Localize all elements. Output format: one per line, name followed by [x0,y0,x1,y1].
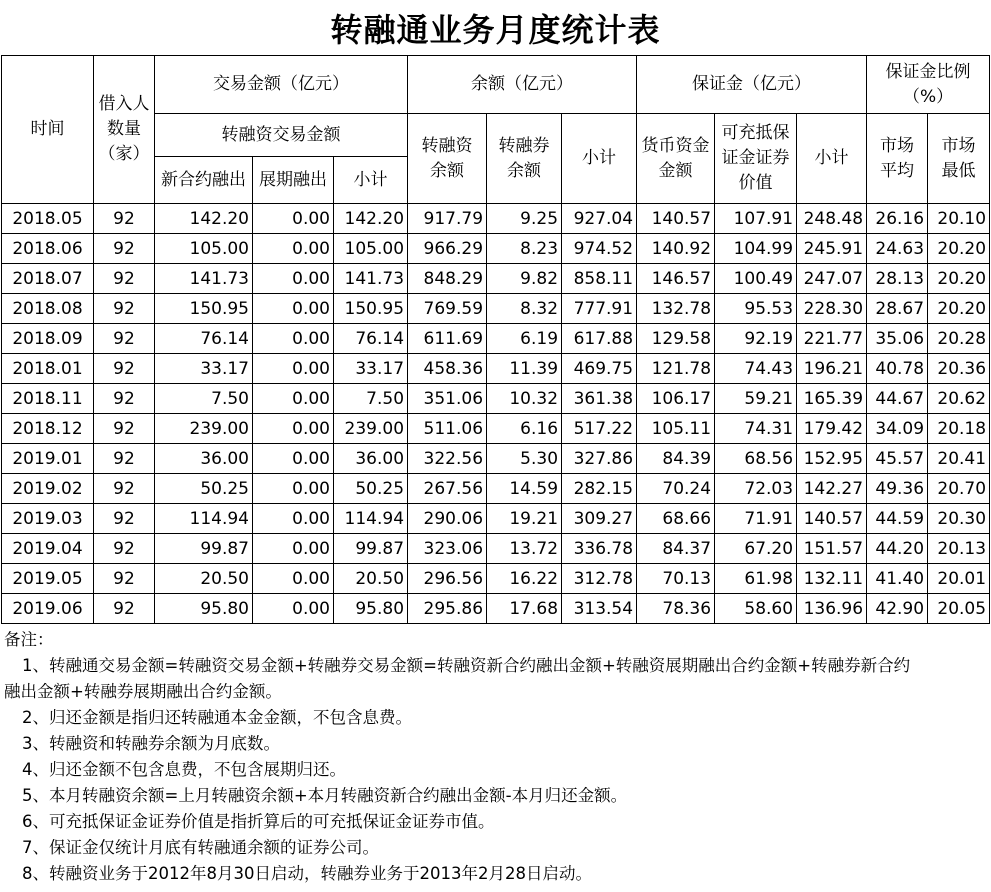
sec-margin-cell: 104.99 [715,234,797,264]
time-cell: 2018.01 [2,354,94,384]
header-trade-sub: 转融资交易金额 [155,114,408,157]
borrowers-cell: 92 [94,534,155,564]
market-avg-cell: 44.20 [867,534,928,564]
fin-balance-cell: 769.59 [408,294,487,324]
table-row [2,324,990,354]
balance-subtotal-cell: 313.54 [562,594,637,624]
fin-balance-cell: 290.06 [408,504,487,534]
balance-subtotal-cell: 469.75 [562,354,637,384]
market-min-cell: 20.10 [928,204,990,234]
market-min-cell: 20.13 [928,534,990,564]
new-contract-cell: 76.14 [155,324,253,354]
market-min-cell: 20.18 [928,414,990,444]
new-contract-cell: 142.20 [155,204,253,234]
market-avg-cell: 49.36 [867,474,928,504]
header-new-contract: 新合约融出 [155,157,253,204]
trade-subtotal-cell: 95.80 [334,594,408,624]
market-avg-cell: 44.67 [867,384,928,414]
table-row [2,204,990,234]
borrowers-cell: 92 [94,564,155,594]
note-7: 7、保证金仅统计月底有转融通余额的证券公司。 [22,838,379,857]
margin-subtotal-cell: 245.91 [797,234,867,264]
market-min-cell: 20.01 [928,564,990,594]
header-sec-margin: 可充抵保证金证券价值 [715,114,797,204]
statistics-table [1,55,990,624]
table-row [2,594,990,624]
margin-subtotal-cell: 179.42 [797,414,867,444]
extension-cell: 0.00 [253,354,334,384]
table-row [2,444,990,474]
time-cell: 2018.07 [2,264,94,294]
balance-subtotal-cell: 777.91 [562,294,637,324]
time-cell: 2019.01 [2,444,94,474]
fin-balance-cell: 458.36 [408,354,487,384]
margin-subtotal-cell: 142.27 [797,474,867,504]
trade-subtotal-cell: 20.50 [334,564,408,594]
sec-margin-cell: 107.91 [715,204,797,234]
market-avg-cell: 40.78 [867,354,928,384]
sec-margin-cell: 74.31 [715,414,797,444]
header-margin-group: 保证金（亿元） [637,56,867,114]
cash-margin-cell: 70.13 [637,564,715,594]
sec-margin-cell: 95.53 [715,294,797,324]
header-trade-subtotal: 小计 [334,157,408,204]
time-cell: 2018.08 [2,294,94,324]
note-1: 1、转融通交易金额=转融资交易金额+转融券交易金额=转融资新合约融出金额+转融资展期融出合约金额+转融券新合约 [22,656,911,675]
market-min-cell: 20.05 [928,594,990,624]
margin-subtotal-cell: 196.21 [797,354,867,384]
trade-subtotal-cell: 141.73 [334,264,408,294]
borrowers-cell: 92 [94,444,155,474]
cash-margin-cell: 140.57 [637,204,715,234]
note-1-continued: 融出金额+转融券展期融出合约金额。 [4,682,282,701]
sec-margin-cell: 68.56 [715,444,797,474]
cash-margin-cell: 70.24 [637,474,715,504]
note-8: 8、转融资业务于2012年8月30日启动，转融券业务于2013年2月28日启动。 [22,864,592,883]
note-6: 6、可充抵保证金证券价值是指折算后的可充抵保证金证券市值。 [22,812,495,831]
margin-subtotal-cell: 140.57 [797,504,867,534]
header-extension: 展期融出 [253,157,334,204]
fin-balance-cell: 848.29 [408,264,487,294]
header-sec-balance: 转融券余额 [487,114,562,204]
cash-margin-cell: 105.11 [637,414,715,444]
fin-balance-cell: 611.69 [408,324,487,354]
time-cell: 2019.05 [2,564,94,594]
cash-margin-cell: 129.58 [637,324,715,354]
market-avg-cell: 44.59 [867,504,928,534]
balance-subtotal-cell: 336.78 [562,534,637,564]
trade-subtotal-cell: 150.95 [334,294,408,324]
page-title: 转融通业务月度统计表 [330,10,661,49]
market-min-cell: 20.20 [928,234,990,264]
new-contract-cell: 99.87 [155,534,253,564]
table-row [2,564,990,594]
margin-subtotal-cell: 151.57 [797,534,867,564]
trade-subtotal-cell: 76.14 [334,324,408,354]
header-cash-margin: 货币资金金额 [637,114,715,204]
market-avg-cell: 41.40 [867,564,928,594]
new-contract-cell: 141.73 [155,264,253,294]
sec-balance-cell: 13.72 [487,534,562,564]
sec-balance-cell: 6.19 [487,324,562,354]
new-contract-cell: 105.00 [155,234,253,264]
extension-cell: 0.00 [253,414,334,444]
sec-balance-cell: 11.39 [487,354,562,384]
market-avg-cell: 45.57 [867,444,928,474]
trade-subtotal-cell: 114.94 [334,504,408,534]
borrowers-cell: 92 [94,414,155,444]
market-avg-cell: 28.67 [867,294,928,324]
borrowers-cell: 92 [94,324,155,354]
balance-subtotal-cell: 327.86 [562,444,637,474]
header-market-avg: 市场平均 [867,114,928,204]
extension-cell: 0.00 [253,294,334,324]
margin-subtotal-cell: 221.77 [797,324,867,354]
new-contract-cell: 50.25 [155,474,253,504]
note-3: 3、转融资和转融券余额为月底数。 [22,734,280,753]
sec-balance-cell: 14.59 [487,474,562,504]
trade-subtotal-cell: 7.50 [334,384,408,414]
sec-balance-cell: 17.68 [487,594,562,624]
sec-margin-cell: 61.98 [715,564,797,594]
trade-subtotal-cell: 142.20 [334,204,408,234]
extension-cell: 0.00 [253,504,334,534]
cash-margin-cell: 121.78 [637,354,715,384]
balance-subtotal-cell: 974.52 [562,234,637,264]
sec-balance-cell: 8.23 [487,234,562,264]
balance-subtotal-cell: 617.88 [562,324,637,354]
note-4: 4、归还金额不包含息费，不包含展期归还。 [22,760,346,779]
header-balance-subtotal: 小计 [562,114,637,204]
borrowers-cell: 92 [94,234,155,264]
trade-subtotal-cell: 99.87 [334,534,408,564]
balance-subtotal-cell: 858.11 [562,264,637,294]
market-min-cell: 20.20 [928,264,990,294]
header-margin-subtotal: 小计 [797,114,867,204]
extension-cell: 0.00 [253,234,334,264]
table-row [2,504,990,534]
header-balance-group: 余额（亿元） [408,56,637,114]
time-cell: 2018.09 [2,324,94,354]
trade-subtotal-cell: 33.17 [334,354,408,384]
balance-subtotal-cell: 361.38 [562,384,637,414]
borrowers-cell: 92 [94,594,155,624]
cash-margin-cell: 68.66 [637,504,715,534]
header-ratio-group: 保证金比例（%） [867,56,990,114]
fin-balance-cell: 966.29 [408,234,487,264]
extension-cell: 0.00 [253,444,334,474]
time-cell: 2019.06 [2,594,94,624]
table-row [2,384,990,414]
market-min-cell: 20.41 [928,444,990,474]
notes-heading: 备注： [4,630,54,649]
market-min-cell: 20.20 [928,294,990,324]
market-avg-cell: 24.63 [867,234,928,264]
borrowers-cell: 92 [94,504,155,534]
margin-subtotal-cell: 132.11 [797,564,867,594]
header-time: 时间 [2,56,94,204]
header-market-min: 市场最低 [928,114,990,204]
sec-margin-cell: 67.20 [715,534,797,564]
market-avg-cell: 35.06 [867,324,928,354]
cash-margin-cell: 84.39 [637,444,715,474]
sec-balance-cell: 9.82 [487,264,562,294]
time-cell: 2018.05 [2,204,94,234]
extension-cell: 0.00 [253,264,334,294]
new-contract-cell: 150.95 [155,294,253,324]
sec-margin-cell: 74.43 [715,354,797,384]
sec-balance-cell: 5.30 [487,444,562,474]
trade-subtotal-cell: 36.00 [334,444,408,474]
trade-subtotal-cell: 50.25 [334,474,408,504]
borrowers-cell: 92 [94,204,155,234]
table-row [2,294,990,324]
note-2: 2、归还金额是指归还转融通本金金额，不包含息费。 [22,708,412,727]
time-cell: 2019.03 [2,504,94,534]
market-avg-cell: 42.90 [867,594,928,624]
fin-balance-cell: 323.06 [408,534,487,564]
margin-subtotal-cell: 247.07 [797,264,867,294]
borrowers-cell: 92 [94,294,155,324]
market-min-cell: 20.70 [928,474,990,504]
time-cell: 2019.04 [2,534,94,564]
table-row [2,534,990,564]
balance-subtotal-cell: 312.78 [562,564,637,594]
sec-margin-cell: 72.03 [715,474,797,504]
header-borrowers: 借入人数量（家） [94,56,155,204]
header-fin-balance: 转融资余额 [408,114,487,204]
balance-subtotal-cell: 517.22 [562,414,637,444]
borrowers-cell: 92 [94,384,155,414]
balance-subtotal-cell: 927.04 [562,204,637,234]
borrowers-cell: 92 [94,474,155,504]
fin-balance-cell: 267.56 [408,474,487,504]
new-contract-cell: 7.50 [155,384,253,414]
margin-subtotal-cell: 152.95 [797,444,867,474]
trade-subtotal-cell: 105.00 [334,234,408,264]
table-row [2,264,990,294]
time-cell: 2018.11 [2,384,94,414]
balance-subtotal-cell: 309.27 [562,504,637,534]
sec-margin-cell: 100.49 [715,264,797,294]
header-trade-group: 交易金额（亿元） [155,56,408,114]
sec-margin-cell: 92.19 [715,324,797,354]
new-contract-cell: 95.80 [155,594,253,624]
table-row [2,414,990,444]
sec-margin-cell: 59.21 [715,384,797,414]
cash-margin-cell: 146.57 [637,264,715,294]
fin-balance-cell: 322.56 [408,444,487,474]
sec-balance-cell: 16.22 [487,564,562,594]
extension-cell: 0.00 [253,594,334,624]
market-min-cell: 20.62 [928,384,990,414]
new-contract-cell: 33.17 [155,354,253,384]
sec-balance-cell: 6.16 [487,414,562,444]
margin-subtotal-cell: 248.48 [797,204,867,234]
table-body [2,204,990,624]
extension-cell: 0.00 [253,204,334,234]
table-row [2,354,990,384]
market-min-cell: 20.28 [928,324,990,354]
sec-balance-cell: 19.21 [487,504,562,534]
note-5: 5、本月转融资余额=上月转融资余额+本月转融资新合约融出金额-本月归还金额。 [22,786,628,805]
borrowers-cell: 92 [94,264,155,294]
fin-balance-cell: 296.56 [408,564,487,594]
margin-subtotal-cell: 136.96 [797,594,867,624]
cash-margin-cell: 132.78 [637,294,715,324]
trade-subtotal-cell: 239.00 [334,414,408,444]
market-avg-cell: 28.13 [867,264,928,294]
market-min-cell: 20.36 [928,354,990,384]
new-contract-cell: 36.00 [155,444,253,474]
balance-subtotal-cell: 282.15 [562,474,637,504]
sec-balance-cell: 10.32 [487,384,562,414]
fin-balance-cell: 511.06 [408,414,487,444]
margin-subtotal-cell: 228.30 [797,294,867,324]
new-contract-cell: 20.50 [155,564,253,594]
notes-section [0,627,991,887]
extension-cell: 0.00 [253,474,334,504]
fin-balance-cell: 351.06 [408,384,487,414]
cash-margin-cell: 84.37 [637,534,715,564]
sec-balance-cell: 9.25 [487,204,562,234]
extension-cell: 0.00 [253,384,334,414]
time-cell: 2019.02 [2,474,94,504]
market-avg-cell: 26.16 [867,204,928,234]
extension-cell: 0.00 [253,534,334,564]
fin-balance-cell: 295.86 [408,594,487,624]
extension-cell: 0.00 [253,564,334,594]
sec-margin-cell: 58.60 [715,594,797,624]
extension-cell: 0.00 [253,324,334,354]
table-row [2,234,990,264]
borrowers-cell: 92 [94,354,155,384]
cash-margin-cell: 106.17 [637,384,715,414]
sec-margin-cell: 71.91 [715,504,797,534]
new-contract-cell: 239.00 [155,414,253,444]
cash-margin-cell: 78.36 [637,594,715,624]
market-avg-cell: 34.09 [867,414,928,444]
time-cell: 2018.06 [2,234,94,264]
sec-balance-cell: 8.32 [487,294,562,324]
time-cell: 2018.12 [2,414,94,444]
cash-margin-cell: 140.92 [637,234,715,264]
table-row [2,474,990,504]
fin-balance-cell: 917.79 [408,204,487,234]
new-contract-cell: 114.94 [155,504,253,534]
margin-subtotal-cell: 165.39 [797,384,867,414]
market-min-cell: 20.30 [928,504,990,534]
